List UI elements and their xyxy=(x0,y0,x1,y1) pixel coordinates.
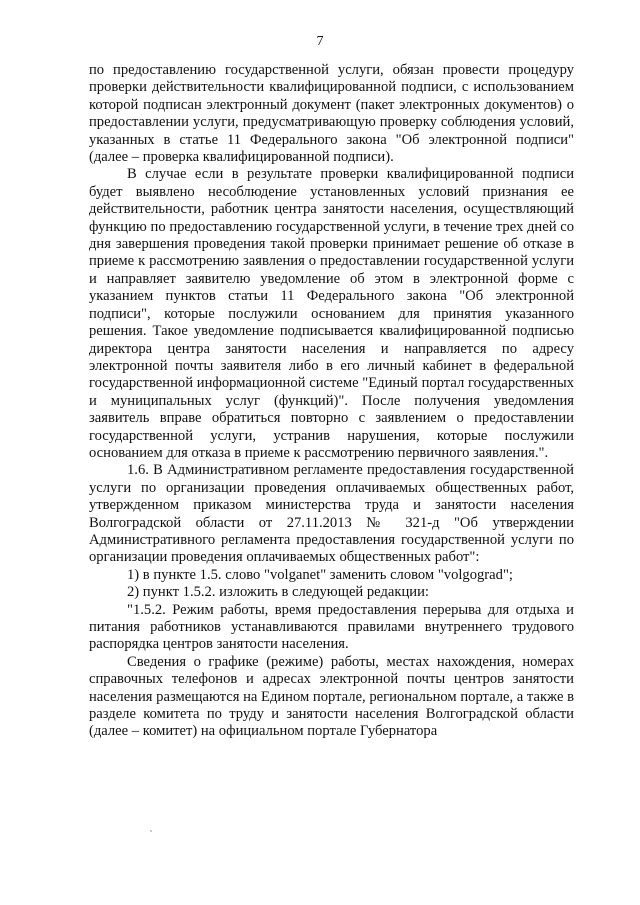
document-body xyxy=(89,62,574,741)
list-item-2: 2) пункт 1.5.2. изложить в следующей редакции: xyxy=(127,584,429,601)
list-item-1: 1) в пункте 1.5. слово "volganet" заменить словом "volgograd"; xyxy=(127,566,513,583)
paragraph-schedule-info: Сведения о графике (режиме) работы, местах нахождения, номерах справочных телефонов и адресах электронной почты центров занятости населения размещаются на Едином портале, региональном портале, а также в разделе комитета по труду и занятости населения Волгоградской области (далее – комитет) на официальном портале Губернатора xyxy=(89,653,574,740)
paragraph-clause-1-5-2: "1.5.2. Режим работы, время предоставления перерыва для отдыха и питания работников устанавливаются правилами внутреннего трудового распорядка центров занятости населения. xyxy=(89,601,574,653)
paragraph-section-1-6: 1.6. В Административном регламенте предоставления государственной услуги по организации проведения оплачиваемых общественных работ, утвержденном приказом министерства труда и занятости населения Волгоградской области от 27.11.2013 № 321-д "Об утверждении Административного регламента предоставления государственной услуги по организации проведения оплачиваемых общественных работ": xyxy=(89,462,574,566)
page-number: 7 xyxy=(316,34,324,49)
paragraph-refusal-notice: В случае если в результате проверки квалифицированной подписи будет выявлено несоблюдение установленных условий признания ее действительности, работник центра занятости населения, осуществляющий функцию по предоставлению государственной услуги, в течение трех дней со дня завершения проведения такой проверки принимает решение об отказе в приеме к рассмотрению заявления о предоставлении государственной услуги и направляет заявителю уведомление об этом в электронной форме с указанием пунктов статьи 11 Федерального закона "Об электронной подписи", которые послужили основанием для принятия указанного решения. Такое уведомление подписывается квалифицированной подписью директора центра занятости населения и направляется по адресу электронной почты заявителя либо в его личный кабинет в федеральной государственной информационной системе "Единый портал государственных и муниципальных услуг (функций)". После получения уведомления заявитель вправе обратиться повторно с заявлением о предоставлении государственной услуги, устранив нарушения, которые послужили основанием для отказа в приеме к рассмотрению первичного заявления.". xyxy=(89,166,574,461)
paragraph-signature-verification: по предоставлению государственной услуги, обязан провести процедуру проверки действительности квалифицированной подписи, с использованием которой подписан электронный документ (пакет электронных документов) о предоставлении услуги, предусматривающую проверку соблюдения условий, указанных в статье 11 Федерального закона "Об электронной подписи" (далее – проверка квалифицированной подписи). xyxy=(89,62,574,166)
scan-artifact xyxy=(150,830,152,832)
